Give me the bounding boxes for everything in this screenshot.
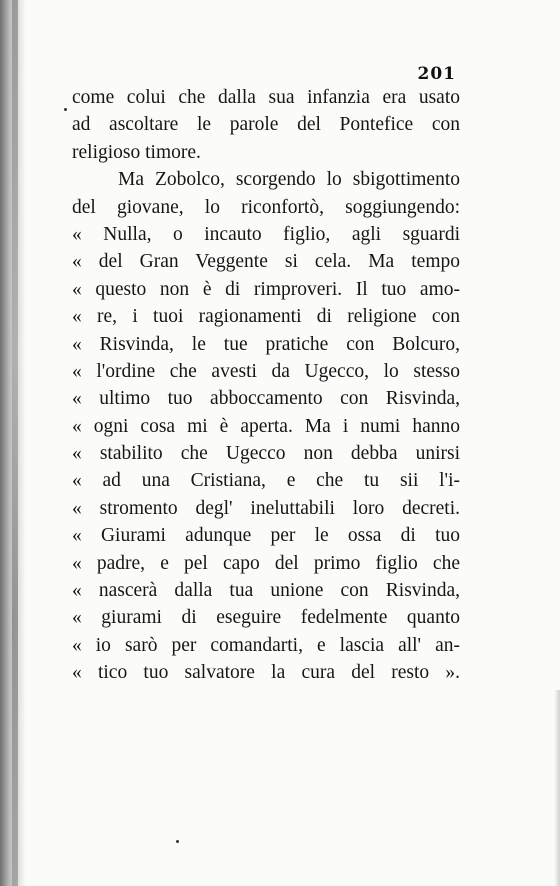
text-line: « ad una Cristiana, e che tu sii l'i- (72, 470, 460, 492)
text-line: « Risvinda, le tue pratiche con Bolcuro, (72, 333, 460, 355)
text-line: « giurami di eseguire fedelmente quanto (72, 607, 460, 629)
paper-speck (176, 840, 179, 843)
text-line: « ultimo tuo abboccamento con Risvinda, (72, 388, 460, 410)
text-line: ad ascoltare le parole del Pontefice con (72, 114, 460, 136)
text-line: Ma Zobolco, scorgendo lo sbigottimento (118, 169, 460, 191)
text-line: come colui che dalla sua infanzia era usato (72, 87, 460, 108)
text-line: « questo non è di rimproveri. Il tuo amo- (72, 278, 460, 300)
text-line: « re, i tuoi ragionamenti di religione con (72, 306, 460, 328)
text-line: « Giurami adunque per le ossa di tuo (72, 525, 460, 547)
text-line: « nascerà dalla tua unione con Risvinda, (72, 580, 460, 602)
scan-right-edge (554, 690, 560, 886)
text-line: « padre, e pel capo del primo figlio che (72, 552, 460, 574)
text-line: « ogni cosa mi è aperta. Ma i numi hanno (72, 415, 460, 437)
text-line: « tico tuo salvatore la cura del resto ». (72, 662, 460, 684)
body-text (72, 84, 460, 687)
text-line: « l'ordine che avesti da Ugecco, lo stesso (72, 360, 460, 382)
text-line: « stromento degl' ineluttabili loro decreti. (72, 497, 460, 519)
text-line: « io sarò per comandarti, e lascia all' an- (72, 634, 460, 656)
text-line: « del Gran Veggente si cela. Ma tempo (72, 251, 460, 273)
binding-shadow (12, 0, 18, 886)
text-line: religioso timore. (72, 141, 201, 163)
text-line: « Nulla, o incauto figlio, agli sguardi (72, 223, 460, 245)
paper-speck (64, 108, 67, 111)
text-line: del giovane, lo riconfortò, soggiungendo: (72, 196, 460, 218)
page-number: 201 (417, 64, 456, 84)
text-line: « stabilito che Ugecco non debba unirsi (72, 443, 460, 465)
